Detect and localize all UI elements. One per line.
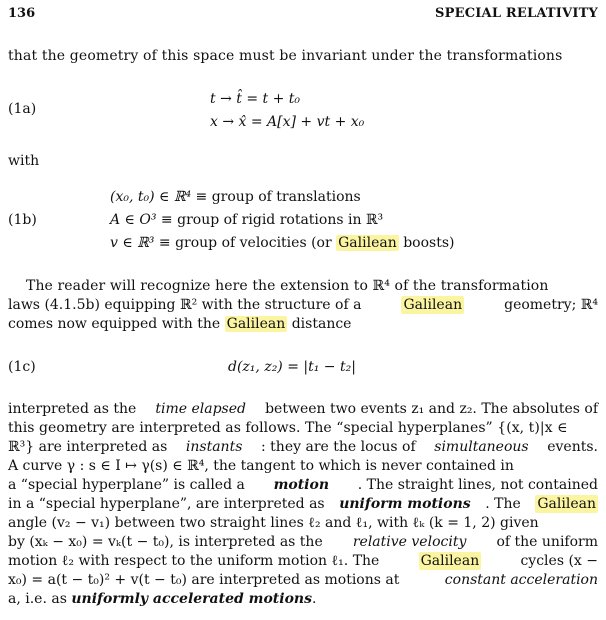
para2-line1-post: between two events z₁ and z₂. The absolutes of (265, 401, 598, 417)
para1-line2-post: geometry; ℝ⁴ (504, 297, 598, 313)
equation-1b-row2-math: A ∈ O³ ≡ (110, 212, 173, 228)
para2-line8-post: of the uniform (496, 534, 598, 550)
para2-line8 (8, 533, 598, 551)
para2-line7: angle (v₂ − v₁) between two straight lines ℓ₂ and ℓ₁, with ℓₖ (k = 1, 2) given (8, 515, 539, 531)
para2-line3-mid: : they are the locus of (261, 439, 416, 455)
para2-line5-post: . The straight lines, not contained (357, 477, 598, 493)
para2-line2: this geometry are interpreted as follows. The “special hyperplanes” {(x, t)|x ∈ (8, 420, 568, 436)
equation-label-1a: (1a) (8, 101, 37, 117)
para2-line8-em: relative velocity (352, 534, 467, 550)
equation-1b-row1-math: (x₀, t₀) ∈ ℝ⁴ ≡ (110, 189, 208, 205)
para2-line1-pre: interpreted as the (8, 401, 137, 417)
equation-1b-row1-text: group of translations (211, 189, 361, 205)
equation-1b-row3-math: v ∈ ℝ³ ≡ (110, 235, 171, 251)
equation-1b-row1 (110, 188, 361, 206)
highlight-galilean: Galilean (338, 235, 397, 251)
para1-line3 (8, 315, 351, 333)
equation-1c: d(z₁, z₂) = |t₁ − t₂| (228, 359, 356, 375)
para2-line6 (8, 495, 598, 513)
equation-1b-row2 (110, 211, 383, 229)
intro-line: that the geometry of this space must be invariant under the transformations (8, 48, 563, 64)
para2-line5 (8, 476, 598, 494)
highlight-galilean: Galilean (226, 316, 286, 332)
highlight-galilean: Galilean (420, 553, 480, 569)
para2-line5-em: motion (273, 477, 330, 493)
equation-1a-line1: t → t̂ = t + t₀ (210, 91, 301, 107)
para2-line6-pre: in a “special hyperplane”, are interpreted as (8, 496, 325, 512)
para2-line6-post: . The (485, 496, 521, 512)
para2-line9 (8, 552, 598, 570)
para2-line8-pre: by (xₖ − x₀) = vₖ(t − t₀), is interpreted as the (8, 534, 323, 550)
para2-line1-em: time elapsed (155, 401, 246, 417)
highlight-galilean: Galilean (403, 297, 463, 313)
equation-label-1c: (1c) (8, 359, 36, 375)
para2-line4: A curve γ : s ∈ I ↦ γ(s) ∈ ℝ⁴, the tangent to which is never contained in (8, 458, 514, 474)
equation-1a-line2: x → x̂ = A[x] + vt + x₀ (210, 114, 365, 130)
para2-line3 (8, 438, 598, 456)
equation-1b-row2-text: group of rigid rotations in ℝ³ (177, 212, 384, 228)
para2-line11-em: uniformly accelerated motions (71, 591, 312, 607)
para2-line3-em2: simultaneous (434, 439, 529, 455)
para2-line10-em: constant acceleration (444, 572, 598, 588)
para2-line3-post: events. (547, 439, 598, 455)
equation-1b-row3-text-pre: group of velocities (or (175, 235, 332, 251)
para2-line11-post: . (311, 591, 317, 607)
running-title: SPECIAL RELATIVITY (435, 6, 598, 21)
para2-line10 (8, 571, 598, 589)
para2-line11-pre: a, i.e. as (8, 591, 67, 607)
para2-line3-pre: ℝ³} are interpreted as (8, 439, 168, 455)
para2-line9-pre: motion ℓ₂ with respect to the uniform motion ℓ₁. The (8, 553, 380, 569)
para2-line6-em: uniform motions (339, 496, 471, 512)
para1-line3-pre: comes now equipped with the (8, 316, 221, 332)
equation-1b-row3 (110, 234, 454, 252)
para2-line1 (8, 400, 598, 418)
para2-line3-em1: instants (185, 439, 243, 455)
para1-line3-post: distance (291, 316, 352, 332)
para1-line1: The reader will recognize here the extension to ℝ⁴ of the transformation (26, 278, 549, 294)
para1-line2-pre: laws (4.1.5b) equipping ℝ² with the structure of a (8, 297, 362, 313)
with-word: with (8, 153, 40, 169)
para2-line10-pre: x₀) = a(t − t₀)² + v(t − t₀) are interpreted as motions at (8, 572, 400, 588)
para2-line9-post: cycles (x − (520, 553, 598, 569)
highlight-galilean: Galilean (537, 496, 596, 512)
para2-line5-pre: a “special hyperplane” is called a (8, 477, 245, 493)
para1-line2 (8, 296, 598, 314)
page-number: 136 (8, 6, 36, 21)
equation-label-1b: (1b) (8, 212, 37, 228)
para2-line11 (8, 590, 316, 608)
equation-1b-row3-text-post: boosts) (403, 235, 455, 251)
page-header (8, 6, 598, 26)
